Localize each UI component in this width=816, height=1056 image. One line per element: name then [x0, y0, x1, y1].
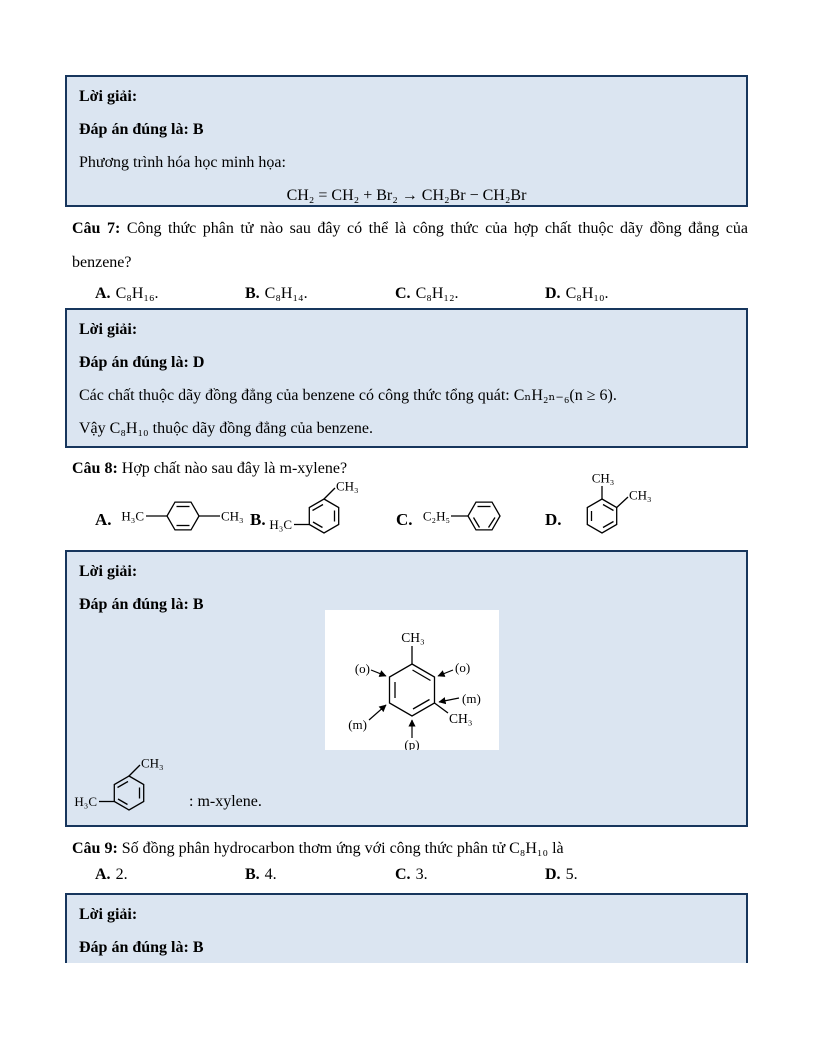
- methyl-group-label: CH₃: [141, 755, 164, 771]
- explanation-line-2: Vậy C₈H₁₀ thuộc dãy đồng đẳng của benzene.: [79, 420, 373, 437]
- option-d-label: D.: [545, 285, 561, 302]
- option-c-label: C.: [395, 866, 411, 883]
- solution-header: Lời giải:: [79, 906, 138, 923]
- option-d-value: C₈H₁₀.: [565, 285, 609, 302]
- option-b-value: C₈H₁₄.: [264, 285, 308, 302]
- option-a: [95, 277, 159, 310]
- option-a-value: 2.: [115, 866, 128, 883]
- solution-header: Lời giải:: [79, 88, 138, 105]
- answer-line: Đáp án đúng là: B: [79, 939, 204, 956]
- ortho-label: (o): [455, 660, 471, 675]
- methyl-group-label: CH₃: [449, 711, 473, 726]
- option-a: [95, 858, 128, 891]
- option-b-label: B.: [245, 866, 260, 883]
- chemical-equation: CH₂ = CH₂ + Br₂ → CH₂Br − CH₂Br: [286, 187, 527, 204]
- solution-box-q8: [65, 550, 748, 827]
- option-b-label: B.: [250, 510, 266, 529]
- option-a-label: A.: [95, 285, 111, 302]
- question-8-label: Câu 8:: [72, 460, 118, 477]
- ortho-meta-para-diagram: [325, 610, 499, 750]
- option-d: [545, 277, 609, 310]
- methyl-group-label: H₃C: [74, 794, 97, 809]
- ortho-label: (o): [354, 661, 370, 676]
- conclusion-text: : m-xylene.: [189, 793, 262, 810]
- question-7-label: Câu 7:: [72, 220, 121, 237]
- question-8-text: Hợp chất nào sau đây là m-xylene?: [121, 460, 348, 477]
- solution-box-q9: [65, 893, 748, 963]
- ethyl-group-label: C₂H₅: [422, 508, 450, 524]
- option-c-value: C₈H₁₂.: [415, 285, 459, 302]
- option-a-value: C₈H₁₆.: [115, 285, 159, 302]
- meta-label: (m): [462, 691, 481, 706]
- option-c: [395, 277, 459, 310]
- explanation-line-1: Các chất thuộc dãy đồng đẳng của benzene có công thức tổng quát: CₙH₂ₙ₋₆(n ≥ 6).: [79, 387, 617, 404]
- structure-m-xylene-conclusion: [73, 755, 181, 819]
- solution-header: Lời giải:: [79, 563, 138, 580]
- option-b-label: B.: [245, 285, 260, 302]
- methyl-group-label: CH₃: [629, 487, 652, 503]
- solution-box-q6: [65, 75, 748, 207]
- structure-o-xylene: [562, 470, 654, 540]
- solution-note: Phương trình hóa học minh họa:: [79, 154, 286, 171]
- methyl-group-label: CH₃: [221, 508, 244, 524]
- question-9-label: Câu 9:: [72, 840, 118, 857]
- meta-label: (m): [348, 717, 367, 732]
- methyl-group-label: H₃C: [121, 508, 144, 524]
- option-c: [395, 858, 428, 891]
- answer-line: Đáp án đúng là: B: [79, 596, 204, 613]
- structure-m-xylene: [268, 478, 376, 542]
- methyl-group-label: CH₃: [591, 470, 615, 486]
- option-d-label: D.: [545, 866, 561, 883]
- option-b: [245, 858, 277, 891]
- question-7: [72, 212, 748, 280]
- para-label: (p): [404, 737, 420, 750]
- answer-line: Đáp án đúng là: D: [79, 354, 205, 371]
- methyl-group-label: CH₃: [401, 630, 425, 645]
- solution-box-q7: [65, 308, 748, 448]
- option-b-value: 4.: [264, 866, 277, 883]
- benzene-ring: [390, 664, 435, 716]
- option-d: [545, 858, 578, 891]
- question-9-options: [65, 858, 748, 891]
- option-c-label: C.: [395, 285, 411, 302]
- toluene-positions-figure: [325, 610, 499, 750]
- solution-header: Lời giải:: [79, 321, 138, 338]
- option-c-value: 3.: [415, 866, 428, 883]
- methyl-group-label: H₃C: [269, 517, 292, 532]
- methyl-group-label: CH₃: [336, 478, 359, 494]
- option-c-label: C.: [396, 510, 413, 529]
- option-d-label: D.: [545, 510, 562, 529]
- structure-ethylbenzene: [416, 493, 536, 539]
- answer-line: Đáp án đúng là: B: [79, 121, 204, 138]
- question-7-options: [65, 277, 748, 310]
- question-9-text: Số đồng phân hydrocarbon thơm ứng với công thức phân tử C₈H₁₀ là: [121, 840, 564, 857]
- option-b: [245, 277, 308, 310]
- question-7-text: Công thức phân tử nào sau đây có thể là công thức của hợp chất thuộc dãy đồng đẳng của benzene?: [72, 220, 749, 271]
- option-a-label: A.: [95, 866, 111, 883]
- option-d-value: 5.: [565, 866, 578, 883]
- structure-p-xylene: [116, 494, 250, 538]
- option-a-label: A.: [95, 510, 112, 529]
